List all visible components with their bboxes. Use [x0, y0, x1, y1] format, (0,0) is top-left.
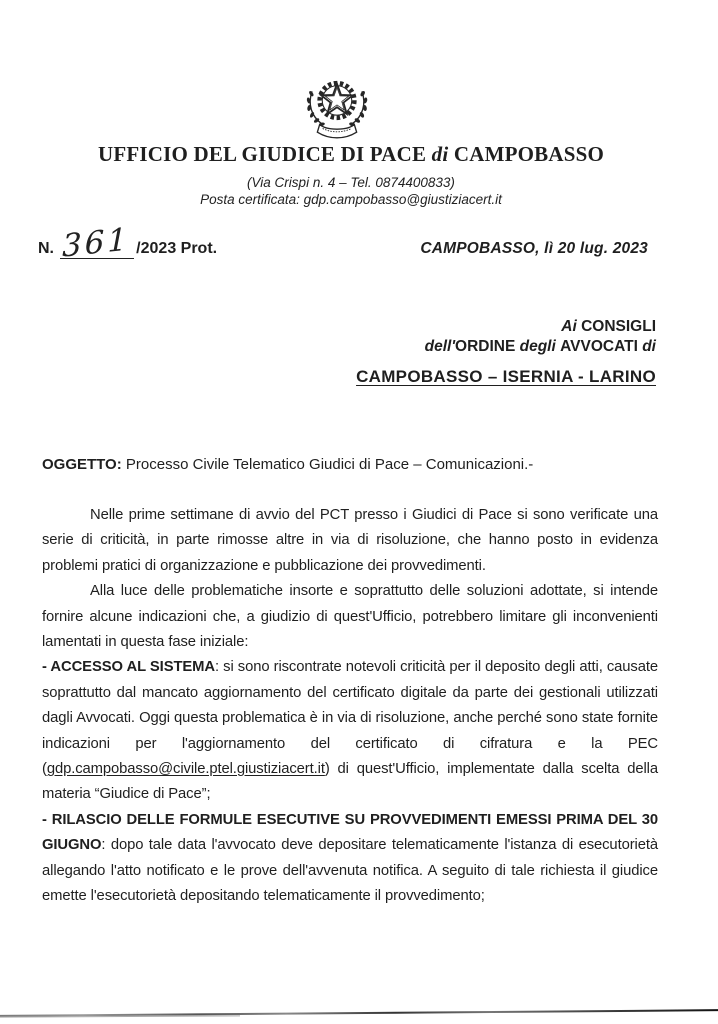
recipient-dell: dell' — [424, 338, 456, 355]
recipient-to: Ai — [561, 318, 582, 335]
protocol-number-underline — [60, 221, 134, 265]
paragraph-1: Nelle prime settimane di avvio del PCT presso i Giudici di Pace si sono verificate una serie di criticità, in parte rimosse altre in via di risoluzione, che hanno posto in evidenza problemi pratici di organizzazione e pubblicazione dei provvedimenti. — [42, 507, 658, 574]
place-and-date: CAMPOBASSO, lì 20 lug. 2023 — [420, 240, 648, 257]
recipient-line2 — [356, 337, 656, 357]
scan-artifact-line-secondary — [0, 1015, 240, 1017]
letter-body — [42, 503, 658, 910]
office-address: (Via Crispi n. 4 – Tel. 0874400833) — [247, 175, 455, 190]
item2-heading: - RILASCIO DELLE FORMULE ESECUTIVE SU PROVVEDIMENTI EMESSI PRIMA DEL 30 GIUGNO — [42, 811, 658, 854]
pec-email-underlined: gdp.campobasso@civile.ptel.giustiziacert.it — [46, 761, 325, 778]
item1-text-post: ) di quest'Ufficio, implementate dalla scelta della materia “Giudice di Pace”; — [42, 761, 658, 803]
recipient-di: di — [637, 338, 656, 355]
protocol-label: N. — [38, 240, 54, 257]
office-title — [0, 142, 702, 167]
recipient-cities: CAMPOBASSO – ISERNIA - LARINO — [356, 367, 656, 386]
recipient-avvocati: AVVOCATI — [560, 338, 638, 355]
recipient-degli: degli — [515, 338, 561, 355]
item-rilascio-formule — [42, 808, 658, 910]
item2-text: : dopo tale data l'avvocato deve depositare telematicamente l'istanza di esecutorietà allegando l'atto notificato e le prove dell'avvenuta notifica. A seguito di tale richiesta il giudice emette l'esecutorietà depositando telematicamente il provvedimento; — [42, 837, 658, 905]
office-title-city: CAMPOBASSO — [448, 142, 605, 166]
subject-label: OGGETTO: — [42, 456, 122, 473]
recipient-line1 — [356, 317, 656, 337]
item1-text-pre: : si sono riscontrate notevoli criticità per il deposito degli atti, causate soprattutto dal mancato aggiornamento del certificato digitale da parte dei gestionali utilizzati dagli Avvocati. Oggi questa problematica è in via di risoluzione, anche perché sono state fornite indicazioni per l'aggiornamento del certificato di cifratura e la PEC ( — [42, 659, 658, 778]
recipient-ordine: ORDINE — [455, 338, 516, 355]
protocol-number-handwritten: 361 — [62, 221, 130, 265]
item1-heading: - ACCESSO AL SISTEMA — [42, 659, 215, 676]
paragraph-2: Alla luce delle problematiche insorte e soprattutto delle soluzioni adottate, si intende fornire alcune indicazioni che, a giudizio di quest'Ufficio, potrebbero limitare gli inconvenienti lamentati in questa fase iniziale: — [42, 583, 658, 651]
subject-line — [42, 456, 682, 473]
italian-republic-emblem-icon — [299, 71, 375, 139]
recipient-to-rest: CONSIGLI — [581, 318, 656, 335]
office-title-di: di — [431, 142, 449, 166]
recipient-block — [356, 317, 656, 387]
protocol-suffix: /2023 Prot. — [136, 240, 218, 257]
protocol-line — [38, 221, 218, 272]
office-pec: Posta certificata: gdp.campobasso@giustiziacert.it — [200, 192, 502, 207]
item-accesso-al-sistema — [42, 655, 658, 807]
subject-text: Processo Civile Telematico Giudici di Pace – Comunicazioni.- — [121, 456, 534, 473]
office-title-main: UFFICIO DEL GIUDICE DI PACE — [97, 142, 432, 166]
